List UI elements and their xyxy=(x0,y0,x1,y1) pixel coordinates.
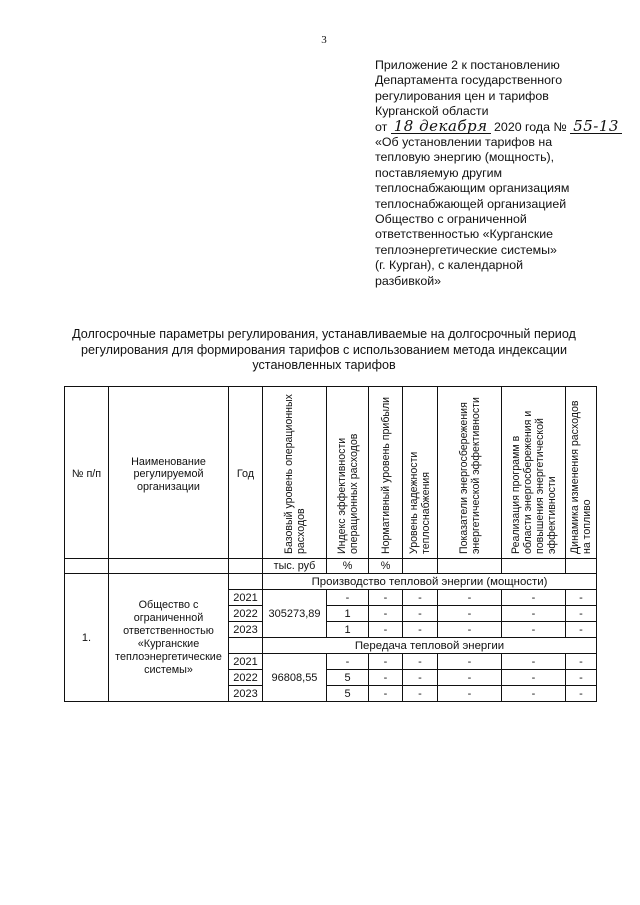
subject-line: теплоснабжающим организациям xyxy=(375,181,570,196)
cell-profit: - xyxy=(369,654,403,670)
cell-energy: - xyxy=(438,654,502,670)
cell-fuel: - xyxy=(566,606,597,622)
header-fuel: Динамика изменения расходов на топливо xyxy=(569,400,593,554)
appendix-line: Департамента государственного xyxy=(375,73,563,88)
cell-year: 2023 xyxy=(229,686,263,702)
cell-index: 1 xyxy=(327,606,369,622)
cell-programs: - xyxy=(502,622,566,638)
cell-base-value: 305273,89 xyxy=(263,590,327,638)
page-number: 3 xyxy=(321,34,327,46)
subject-line: тепловую энергию (мощность), xyxy=(375,150,555,165)
cell-year: 2022 xyxy=(229,606,263,622)
cell-profit: - xyxy=(369,622,403,638)
header-base: Базовый уровень операционных расходов xyxy=(282,394,307,554)
cell-year: 2021 xyxy=(229,654,263,670)
title-line: регулирования для формирования тарифов с использованием метода индексации xyxy=(81,342,567,357)
unit-base: тыс. руб xyxy=(263,559,327,574)
cell-energy: - xyxy=(438,670,502,686)
cell-programs: - xyxy=(502,590,566,606)
section-title: Производство тепловой энергии (мощности) xyxy=(263,574,597,590)
cell-fuel: - xyxy=(566,590,597,606)
cell-reliability: - xyxy=(403,670,438,686)
subject-line: «Об установлении тарифов на xyxy=(375,135,553,150)
cell-fuel: - xyxy=(566,686,597,702)
cell-energy: - xyxy=(438,590,502,606)
subject-line: поставляемую другим xyxy=(375,165,503,180)
appendix-date-line xyxy=(375,116,619,135)
cell-index: 5 xyxy=(327,670,369,686)
handwritten-number: 55-13 xyxy=(570,120,622,134)
cell-reliability: - xyxy=(403,686,438,702)
cell-reliability: - xyxy=(403,654,438,670)
organization-name: Общество с ограниченной ответственностью «Курганские теплоэнергетические системы» xyxy=(109,574,229,702)
handwritten-date: 18 декабря xyxy=(391,120,491,134)
cell-reliability: - xyxy=(403,622,438,638)
cell-profit: - xyxy=(369,590,403,606)
header-profit: Нормативный уровень прибыли xyxy=(379,396,392,554)
subject-line: (г. Курган), с календарной xyxy=(375,258,524,273)
row-number: 1. xyxy=(65,574,109,702)
date-prefix: от xyxy=(375,119,388,134)
cell-index: - xyxy=(327,654,369,670)
cell-reliability: - xyxy=(403,590,438,606)
cell-reliability: - xyxy=(403,606,438,622)
parameters-table xyxy=(64,386,597,702)
cell-base-value: 96808,55 xyxy=(263,654,327,702)
cell-energy: - xyxy=(438,606,502,622)
subject-line: теплоснабжающей организацией xyxy=(375,196,567,211)
header-index: Индекс эффективности операционных расходов xyxy=(335,433,360,554)
cell-energy: - xyxy=(438,622,502,638)
cell-index: 5 xyxy=(327,686,369,702)
title-line: установленных тарифов xyxy=(252,358,396,372)
cell-year: 2022 xyxy=(229,670,263,686)
cell-fuel: - xyxy=(566,622,597,638)
cell-programs: - xyxy=(502,670,566,686)
cell-fuel: - xyxy=(566,654,597,670)
header-reliability: Уровень надежности теплоснабжения xyxy=(408,451,432,554)
year-text: 2020 года № xyxy=(494,119,567,134)
header-name: Наименование регулируемой организации xyxy=(109,387,229,559)
cell-programs: - xyxy=(502,686,566,702)
subject-line: теплоэнергетические системы» xyxy=(375,242,557,257)
unit-index: % xyxy=(327,559,369,574)
subject-line: разбивкой» xyxy=(375,273,442,288)
cell-profit: - xyxy=(369,686,403,702)
unit-profit: % xyxy=(369,559,403,574)
appendix-line: регулирования цен и тарифов xyxy=(375,88,549,103)
cell-year: 2021 xyxy=(229,590,263,606)
cell-profit: - xyxy=(369,606,403,622)
cell-profit: - xyxy=(369,670,403,686)
header-year: Год xyxy=(229,387,263,559)
cell-year: 2023 xyxy=(229,622,263,638)
document-title xyxy=(60,327,588,374)
cell-programs: - xyxy=(502,606,566,622)
appendix-line: Приложение 2 к постановлению xyxy=(375,58,560,72)
appendix-block xyxy=(375,58,619,289)
header-energy: Показатели энергосбережения энергетической эффективности xyxy=(457,397,482,554)
cell-index: - xyxy=(327,590,369,606)
cell-programs: - xyxy=(502,654,566,670)
cell-energy: - xyxy=(438,686,502,702)
section-title: Передача тепловой энергии xyxy=(263,638,597,654)
header-num: № п/п xyxy=(65,387,109,559)
title-line: Долгосрочные параметры регулирования, устанавливаемые на долгосрочный период xyxy=(72,327,576,341)
subject-line: ответственностью «Курганские xyxy=(375,227,554,242)
cell-index: 1 xyxy=(327,622,369,638)
cell-fuel: - xyxy=(566,670,597,686)
appendix-line: Курганской области xyxy=(375,104,489,119)
header-programs: Реализация программ в области энергосбережения и повышения энергетической эффективности xyxy=(509,410,558,554)
subject-line: Общество с ограниченной xyxy=(375,212,527,227)
